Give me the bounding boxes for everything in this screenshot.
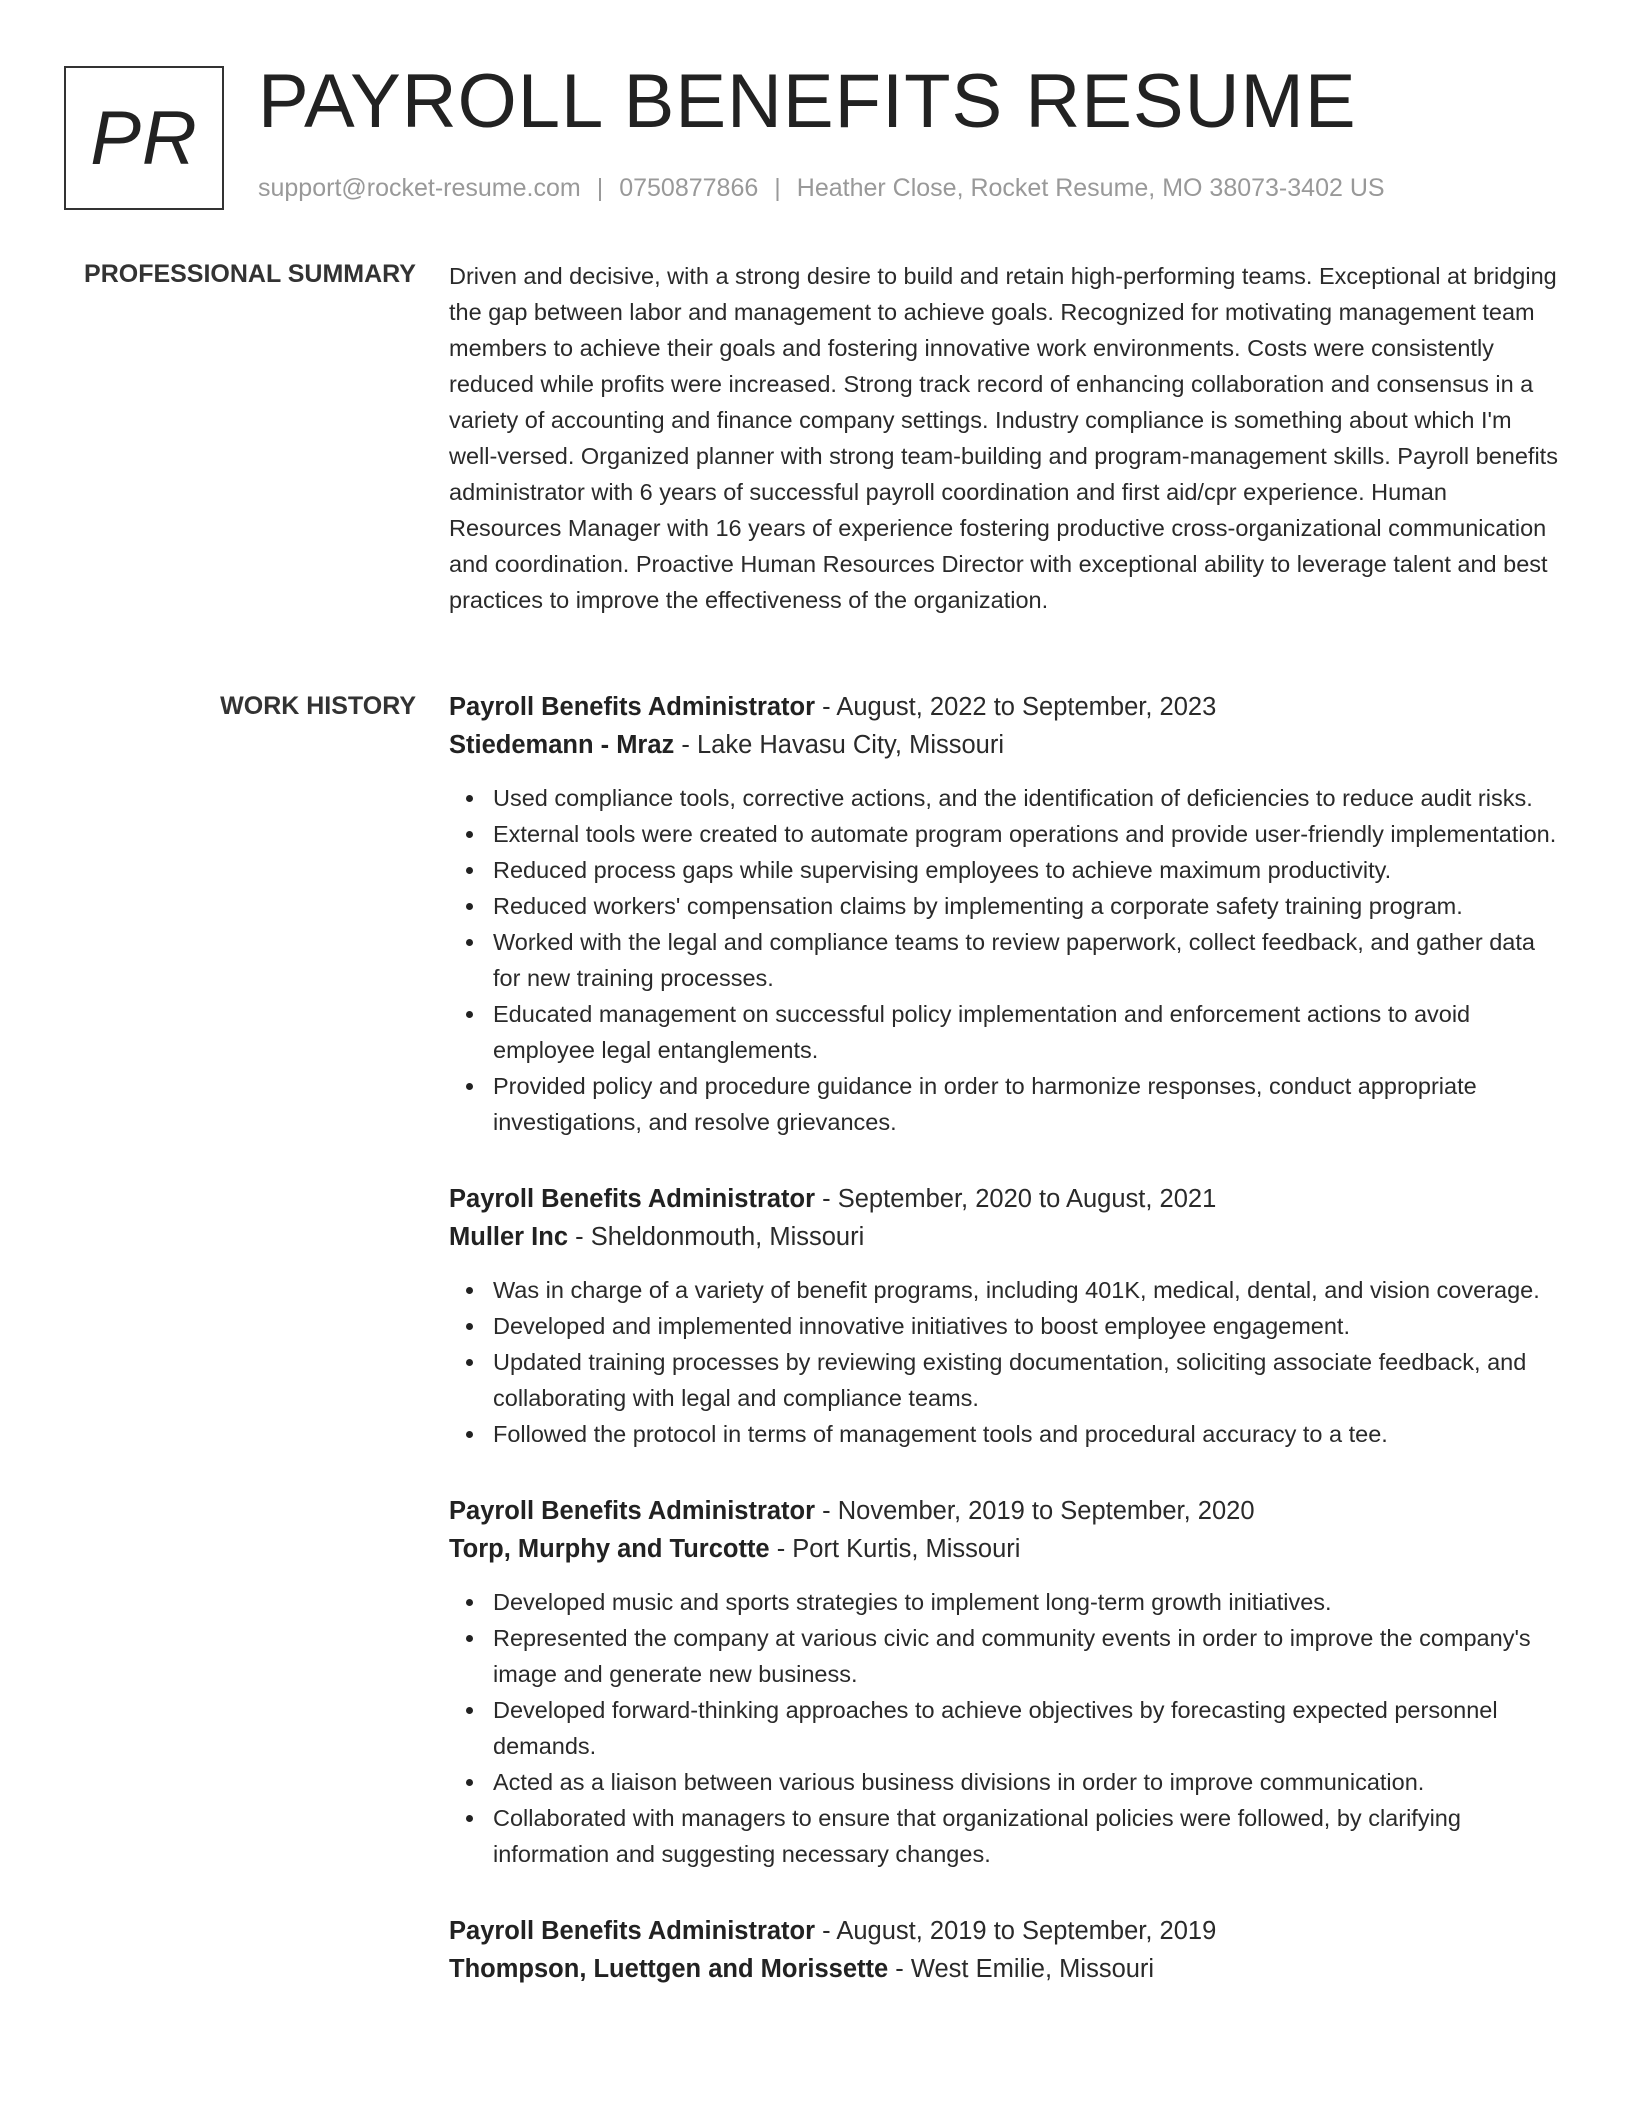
job-dates: - November, 2019 to September, 2020 [822, 1497, 1255, 1525]
job-bullet-list [449, 780, 1563, 1140]
job-company: Torp, Murphy and Turcotte [449, 1535, 770, 1563]
page-title: PAYROLL BENEFITS RESUME [258, 59, 1357, 144]
job-company-line [449, 1950, 1563, 1988]
contact-phone: 0750877866 [619, 174, 759, 202]
job-title: Payroll Benefits Administrator [449, 1917, 816, 1945]
job-location: - Sheldonmouth, Missouri [575, 1223, 865, 1251]
section-label-summary: PROFESSIONAL SUMMARY [84, 260, 416, 288]
section-label-work: WORK HISTORY [220, 692, 416, 720]
job-bullet: Developed music and sports strategies to implement long-term growth initiatives. [493, 1584, 1563, 1620]
job-company-line [449, 1218, 1563, 1256]
summary-text: Driven and decisive, with a strong desire to build and retain high-performing teams. Exceptional at bridging the gap between labor and management to achieve goals. Recognized for motivating management team members to achieve their goals and fostering innovative work environments. Costs were consistently reduced while profits were increased. Strong track record of enhancing collaboration and consensus in a variety of accounting and finance company settings. Industry compliance is something about which I'm well-versed. Organized planner with strong team-building and program-management skills. Payroll benefits administrator with 6 years of successful payroll coordination and first aid/cpr experience. Human Resources Manager with 16 years of experience fostering productive cross-organizational communication and coordination. Proactive Human Resources Director with exceptional ability to leverage talent and best practices to improve the effectiveness of the organization. [449, 263, 1558, 613]
contact-address: Heather Close, Rocket Resume, MO 38073-3402 US [796, 174, 1385, 202]
job-title: Payroll Benefits Administrator [449, 693, 816, 721]
job-bullet: Used compliance tools, corrective actions, and the identification of deficiencies to reduce audit risks. [493, 780, 1563, 816]
work-history-body [449, 688, 1563, 2028]
summary-body [449, 258, 1563, 618]
job-bullet: Represented the company at various civic and community events in order to improve the company's image and generate new business. [493, 1620, 1563, 1692]
job-bullet: Updated training processes by reviewing existing documentation, soliciting associate feedback, and collaborating with legal and compliance teams. [493, 1344, 1563, 1416]
job-title: Payroll Benefits Administrator [449, 1185, 816, 1213]
job-title-line [449, 1180, 1563, 1218]
job-entry [449, 688, 1563, 1140]
job-bullet: Educated management on successful policy implementation and enforcement actions to avoid employee legal entanglements. [493, 996, 1563, 1068]
job-title-line [449, 1492, 1563, 1530]
job-title: Payroll Benefits Administrator [449, 1497, 816, 1525]
job-bullet-list [449, 1272, 1563, 1452]
job-bullet: Followed the protocol in terms of management tools and procedural accuracy to a tee. [493, 1416, 1563, 1452]
job-entry [449, 1180, 1563, 1452]
job-dates: - September, 2020 to August, 2021 [822, 1185, 1217, 1213]
job-company: Muller Inc [449, 1223, 569, 1251]
job-location: - Port Kurtis, Missouri [776, 1535, 1021, 1563]
job-bullet: Reduced workers' compensation claims by implementing a corporate safety training program. [493, 888, 1563, 924]
job-bullet-list [449, 1584, 1563, 1872]
job-company-line [449, 1530, 1563, 1568]
job-bullet: Was in charge of a variety of benefit programs, including 401K, medical, dental, and vision coverage. [493, 1272, 1563, 1308]
job-entry [449, 1492, 1563, 1872]
job-title-line [449, 688, 1563, 726]
job-entry [449, 1912, 1563, 1988]
job-location: - Lake Havasu City, Missouri [681, 731, 1005, 759]
job-bullet: Collaborated with managers to ensure that organizational policies were followed, by clarifying information and suggesting necessary changes. [493, 1800, 1563, 1872]
job-company: Stiedemann - Mraz [449, 731, 675, 759]
job-bullet: Provided policy and procedure guidance in order to harmonize responses, conduct appropriate investigations, and resolve grievances. [493, 1068, 1563, 1140]
job-location: - West Emilie, Missouri [895, 1955, 1155, 1983]
job-bullet: Acted as a liaison between various business divisions in order to improve communication. [493, 1764, 1563, 1800]
contact-line [258, 174, 1385, 203]
job-bullet: Developed and implemented innovative initiatives to boost employee engagement. [493, 1308, 1563, 1344]
job-bullet: Reduced process gaps while supervising employees to achieve maximum productivity. [493, 852, 1563, 888]
job-bullet: Worked with the legal and compliance teams to review paperwork, collect feedback, and gather data for new training processes. [493, 924, 1563, 996]
job-bullet: External tools were created to automate program operations and provide user-friendly implementation. [493, 816, 1563, 852]
contact-email: support@rocket-resume.com [258, 174, 581, 202]
contact-separator: | [774, 174, 781, 202]
job-bullet: Developed forward-thinking approaches to achieve objectives by forecasting expected personnel demands. [493, 1692, 1563, 1764]
contact-separator: | [596, 174, 604, 202]
monogram-box: PR [64, 66, 224, 210]
job-dates: - August, 2019 to September, 2019 [822, 1917, 1217, 1945]
job-company-line [449, 726, 1563, 764]
job-title-line [449, 1912, 1563, 1950]
job-dates: - August, 2022 to September, 2023 [822, 693, 1217, 721]
job-company: Thompson, Luettgen and Morissette [449, 1955, 889, 1983]
